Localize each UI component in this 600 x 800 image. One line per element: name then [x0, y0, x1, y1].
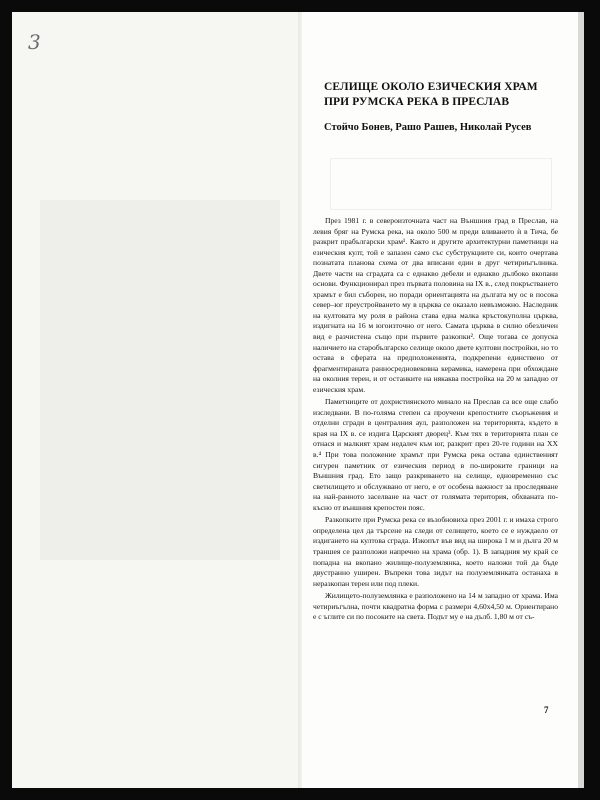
page-edge — [578, 12, 584, 788]
article-title — [324, 80, 554, 110]
paragraph: Разкопките при Румска река се възобновиха през 2001 г. и имаха строго определена цел да търсене на следи от селището, което се е нуждаело от издигането на култова сграда. Изкопът във вид на широка 1 м и дълга 20 м траншея се разположи напречно на храма (обр. 1). В западния му край се попадна на вкопано жилище-полуземлянка, което наложи той да бъде двустранно уширен. Въпреки това зидът на полуземлянката останаха в неразкопан терен или под плеки. — [313, 515, 558, 588]
article-body — [313, 216, 558, 625]
handwritten-note: 3 — [28, 30, 42, 54]
title-line-1: СЕЛИЩЕ ОКОЛО ЕЗИЧЕСКИЯ ХРАМ — [324, 81, 538, 93]
bleed-through — [40, 200, 280, 560]
bleed-through-figure — [330, 158, 552, 210]
article-authors: Стойчо Бонев, Рашо Рашев, Николай Русев — [324, 122, 532, 133]
title-line-2: ПРИ РУМСКА РЕКА В ПРЕСЛАВ — [324, 96, 510, 108]
paragraph: Паметниците от дохристиянското минало на Преслав са все още слабо изследвани. В по-голяма степен са проучени крепостните съоръжения и отделни сгради в централния аул, разположен на територията, където в края на IX в. се издига Царският дворец³. Към тях в територията план се отнася и малкият храм недалеч към юг, разкрит през 20-те години на XX в.⁴ При това положение храмът при Румска река остава единственият сигурен паметник от езическия период в по-широките граници на Външния град. Ето защо разкриването на селище, едновременно със светилището и обслужвано от него, е от особена важност за проследяване на най-ранното заселване на част от голямата територия, обхваната по-късно от външния крепостен пояс. — [313, 397, 558, 512]
page-number: 7 — [544, 705, 549, 715]
paragraph: Жилището-полуземлянка е разположено на 14 м западно от храма. Има четириъгълна, почти квадратна форма с размери 4,60х4,50 м. Ориентирано е с ъглите си по посоките на света. Подът му е на дълб. 1,80 м от съ- — [313, 591, 558, 622]
paragraph: През 1981 г. в североизточната част на Външния град в Преслав, на левия бряг на Румска река, на около 500 м преди вливането ѝ в Тича, бе разкрит прабългарски храм¹. Както и другите архитектурни паметници на езическия култ, той е запазен само със субструкциите си, които очертава познатата планова схема от два вписани един в друг четириъгълника. Двете части на сградата са с еднакво дебели и еднакво дълбоко вкопани основи. Функционирал през първата половина на IX в., след покръстването храмът е бил съборен, но поради ориентацията на дългата му ос в посока север–юг преустройването му в църква се оказало невъзможно. Наследник на култовата му роля в района става една малка кръстокуполна църква, издигната на 16 м югоизточно от него. Самата църква в силно обезличен вид е разчистена също при първите разкопки². Още тогава се допуска наличието на старобългарско селище около двете култови постройки, но то остава в сферата на предположенията, подкрепени единствено от фрагментираната ранносредновековна керамика, намерена при обхождане на околния терен, и от останките на някаква постройка на 20 м западно от езическия храм. — [313, 216, 558, 394]
